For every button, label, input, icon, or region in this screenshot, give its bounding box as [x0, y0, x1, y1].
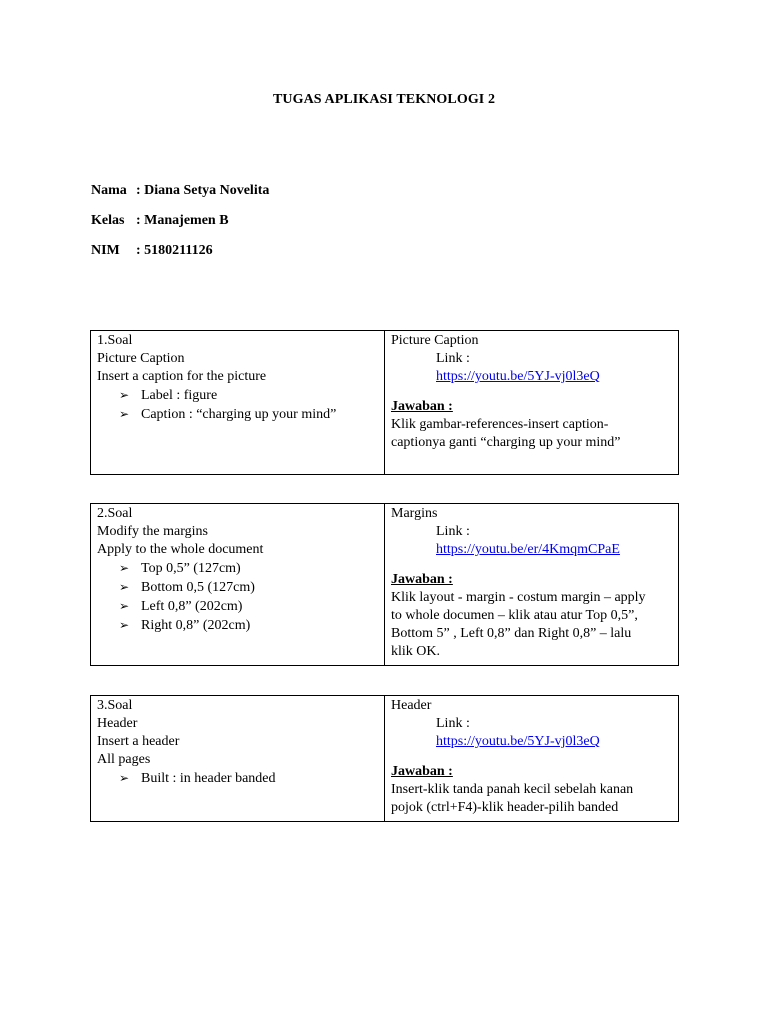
- question-table-1: [90, 330, 679, 475]
- link-label: Link :: [436, 351, 470, 366]
- answer-cell: [385, 696, 679, 822]
- list-item: ➢ Caption : “charging up your mind”: [119, 407, 337, 422]
- answer-title: Picture Caption: [391, 333, 479, 348]
- soal-cell: [91, 331, 385, 475]
- answer-line: to whole documen – klik atau atur Top 0,5”,: [391, 608, 638, 623]
- identity-value: : Manajemen B: [136, 213, 229, 228]
- list-item: ➢ Label : figure: [119, 388, 218, 403]
- identity-label: Kelas: [91, 213, 125, 228]
- arrow-bullet-icon: ➢: [119, 580, 130, 594]
- soal-extra: All pages: [97, 752, 151, 767]
- arrow-bullet-icon: ➢: [119, 561, 130, 575]
- arrow-bullet-icon: ➢: [119, 407, 130, 421]
- soal-topic: Picture Caption: [97, 351, 185, 366]
- answer-cell: [385, 331, 679, 475]
- question-table-3: [90, 695, 679, 822]
- link-label: Link :: [436, 524, 470, 539]
- identity-class: [91, 213, 229, 229]
- list-item: ➢ Right 0,8” (202cm): [119, 618, 251, 633]
- answer-line: klik OK.: [391, 644, 440, 659]
- jawaban-label: Jawaban :: [391, 764, 453, 779]
- list-item: ➢ Left 0,8” (202cm): [119, 599, 243, 614]
- soal-number: 2.Soal: [97, 506, 133, 521]
- identity-value: : 5180211126: [136, 243, 213, 258]
- jawaban-label: Jawaban :: [391, 399, 453, 414]
- identity-nim: [91, 243, 213, 259]
- soal-number: 1.Soal: [97, 333, 133, 348]
- answer-line: Klik gambar-references-insert caption-: [391, 417, 609, 432]
- arrow-bullet-icon: ➢: [119, 771, 130, 785]
- document-title: TUGAS APLIKASI TEKNOLOGI 2: [272, 92, 496, 107]
- answer-title: Margins: [391, 506, 438, 521]
- list-item: ➢ Top 0,5” (127cm): [119, 561, 241, 576]
- answer-cell: [385, 504, 679, 666]
- list-item: ➢ Bottom 0,5 (127cm): [119, 580, 255, 595]
- soal-cell: [91, 504, 385, 666]
- video-link[interactable]: https://youtu.be/5YJ-vj0l3eQ: [436, 369, 600, 384]
- arrow-bullet-icon: ➢: [119, 388, 130, 402]
- video-link[interactable]: https://youtu.be/5YJ-vj0l3eQ: [436, 734, 600, 749]
- soal-topic: Modify the margins: [97, 524, 208, 539]
- soal-cell: [91, 696, 385, 822]
- soal-instruction: Insert a caption for the picture: [97, 369, 267, 384]
- arrow-bullet-icon: ➢: [119, 618, 130, 632]
- answer-line: Bottom 5” , Left 0,8” dan Right 0,8” – lalu: [391, 626, 632, 641]
- soal-topic: Header: [97, 716, 138, 731]
- soal-instruction: Apply to the whole document: [97, 542, 264, 557]
- identity-label: NIM: [91, 243, 120, 258]
- soal-number: 3.Soal: [97, 698, 133, 713]
- video-link[interactable]: https://youtu.be/er/4KmqmCPaE: [436, 542, 620, 557]
- identity-name: [91, 183, 269, 199]
- identity-label: Nama: [91, 183, 127, 198]
- answer-title: Header: [391, 698, 432, 713]
- answer-line: captionya ganti “charging up your mind”: [391, 435, 621, 450]
- soal-instruction: Insert a header: [97, 734, 180, 749]
- question-table-2: [90, 503, 679, 666]
- answer-line: Klik layout - margin - costum margin – apply: [391, 590, 646, 605]
- link-label: Link :: [436, 716, 470, 731]
- identity-value: : Diana Setya Novelita: [136, 183, 270, 198]
- jawaban-label: Jawaban :: [391, 572, 453, 587]
- answer-line: Insert-klik tanda panah kecil sebelah kanan: [391, 782, 634, 797]
- list-item: ➢ Built : in header banded: [119, 771, 276, 786]
- answer-line: pojok (ctrl+F4)-klik header-pilih banded: [391, 800, 619, 815]
- arrow-bullet-icon: ➢: [119, 599, 130, 613]
